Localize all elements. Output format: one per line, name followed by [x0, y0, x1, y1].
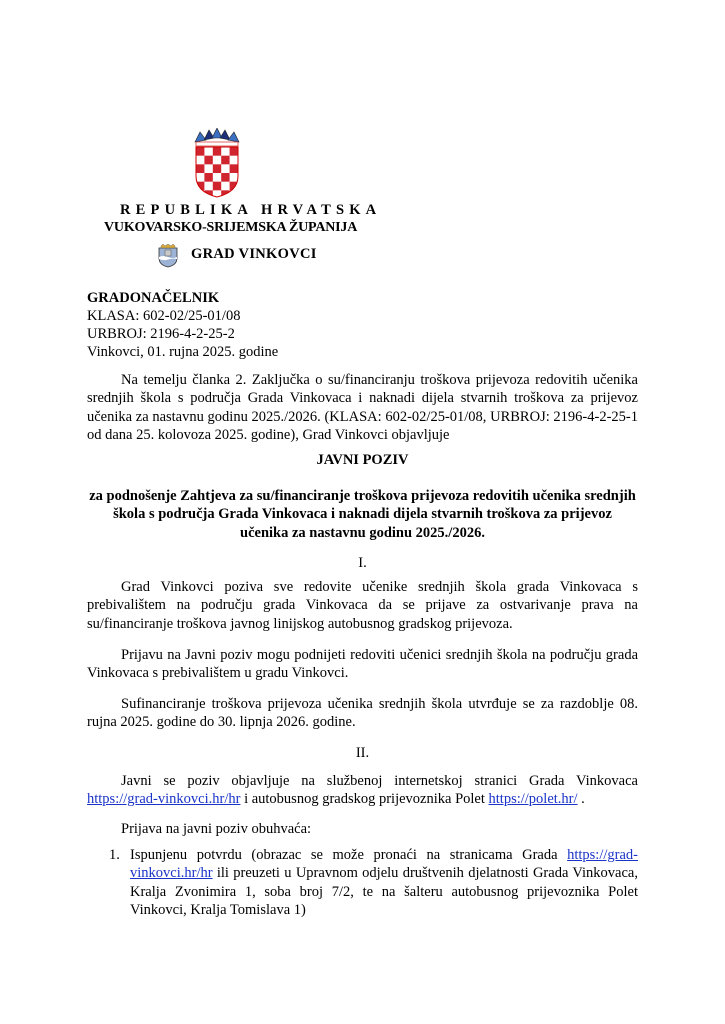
- section1-paragraph-1: Grad Vinkovci poziva sve redovite učenike srednjih škola grada Vinkovaca s prebivalištem na području grada Vinkovaca da se prijave za ostvarivanje prava na su/financiranje troškova javnog linijskog autobusnog gradskog prijevoza.: [87, 579, 638, 632]
- list-item-text-start: Ispunjenu potvrdu (obrazac se može pronaći na stranicama Grada: [130, 847, 558, 863]
- republic-heading: REPUBLIKA HRVATSKA: [120, 202, 382, 218]
- urbroj-line: URBROJ: 2196-4-2-25-2: [87, 326, 235, 342]
- section2-text-end: .: [581, 791, 585, 808]
- section2-paragraph-2: Prijava na javni poziv obuhvaća:: [121, 821, 312, 837]
- subtitle-line: škola s područja Grada Vinkovaca i naknadi dijela stvarnih troškova za prijevoz: [113, 506, 612, 523]
- klasa-line: KLASA: 602-02/25-01/08: [87, 308, 241, 324]
- document-meta: [87, 289, 278, 361]
- section-heading-2: II.: [355, 745, 370, 761]
- subtitle-line: učenika za nastavnu godinu 2025./2026.: [240, 524, 485, 541]
- grad-vinkovci-list-link[interactable]: https://grad-vinkovci.hr/hr: [130, 847, 638, 882]
- document-title: JAVNI POZIV: [316, 452, 409, 468]
- section-heading-1: I.: [358, 555, 367, 571]
- document-subtitle: [87, 487, 638, 542]
- place-date-line: Vinkovci, 01. rujna 2025. godine: [87, 344, 279, 360]
- section2-paragraph-1: [87, 772, 638, 809]
- intro-paragraph: Na temelju članka 2. Zaključka o su/financiranju troškova prijevoza redovitih učenika srednjih škola s područja Grada Vinkovaca i naknadi dijela stvarnih troškova za prijevoz učenika za nastavnu godinu 2025./2026. (KLASA: 602-02/25-01/08, URBROJ: 2196-4-2-25-1 od dana 25. kolovoza 2025. godine), Grad Vinkovci objavljuje: [87, 372, 638, 443]
- section2-text-mid: i autobusnog gradskog prijevoznika Polet: [244, 791, 485, 808]
- section1-paragraph-2: Prijavu na Javni poziv mogu podnijeti redoviti učenici srednjih škola na području grada Vinkovaca s prebivalištem u gradu Vinkovci.: [87, 647, 638, 682]
- office-title: GRADONAČELNIK: [87, 290, 220, 306]
- subtitle-line: za podnošenje Zahtjeva za su/financiranje troškova prijevoza redovitih učenika srednjih: [89, 488, 636, 504]
- list-item-text-end: ili preuzeti u Upravnom odjelu društvenih djelatnosti Grada Vinkovaca, Kralja Zvonimira 1, soba broj 7/2, te na šalteru autobusnog prijevoznika Polet Vinkovci, Kralja Tomislava 1): [130, 865, 638, 918]
- list-item-number: 1.: [109, 847, 120, 863]
- grad-vinkovci-link[interactable]: https://grad-vinkovci.hr/hr: [87, 791, 241, 808]
- county-heading: VUKOVARSKO-SRIJEMSKA ŽUPANIJA: [104, 220, 358, 235]
- section2-text-start: Javni se poziv objavljuje na službenoj internetskoj stranici Grada Vinkovaca: [121, 773, 638, 789]
- list-item: [130, 846, 638, 919]
- section1-paragraph-3: Sufinanciranje troškova prijevoza učenika srednjih škola utvrđuje se za razdoblje 08. rujna 2025. godine do 30. lipnja 2026. godine.: [87, 696, 638, 731]
- city-heading: GRAD VINKOVCI: [191, 246, 317, 262]
- croatia-coat-of-arms-icon: [192, 128, 242, 198]
- polet-link[interactable]: https://polet.hr/: [488, 791, 578, 808]
- vinkovci-coat-of-arms-icon: [157, 244, 179, 268]
